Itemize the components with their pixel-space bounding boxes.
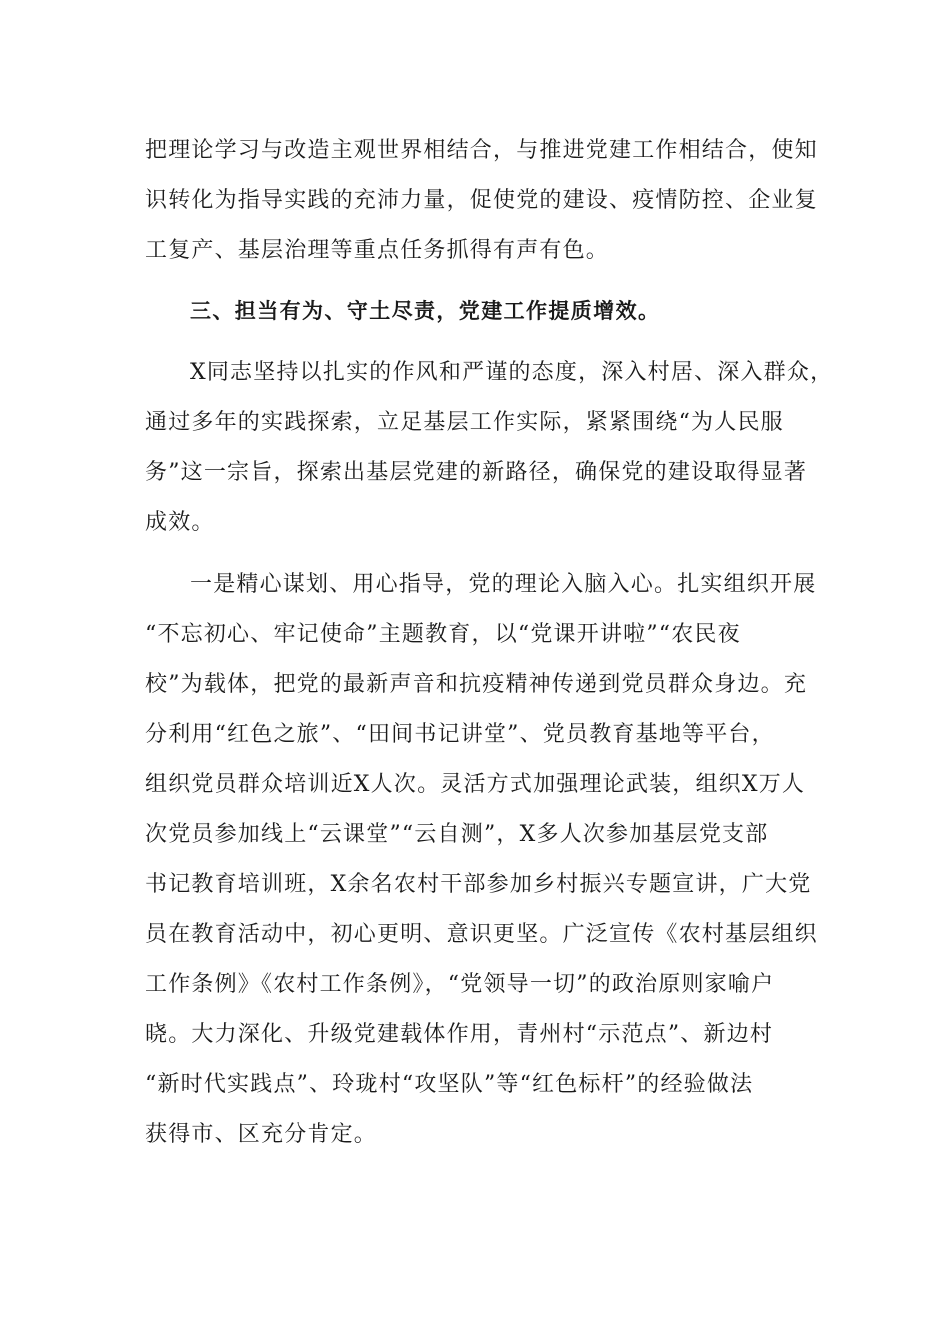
paragraph-line: 把理论学习与改造主观世界相结合，与推进党建工作相结合，使知 xyxy=(145,138,818,163)
paragraph-line: 工复产、基层治理等重点任务抓得有声有色。 xyxy=(145,238,610,263)
paragraph-line: 一是精心谋划、用心指导，党的理论入脑入心。扎实组织开展 xyxy=(190,572,817,597)
paragraph-line: 工作条例》《农村工作条例》，“党领导一切”的政治原则家喻户 xyxy=(145,972,775,997)
paragraph-line: 成效。 xyxy=(145,510,215,535)
paragraph-line: X同志坚持以扎实的作风和严谨的态度，深入村居、深入群众， xyxy=(190,360,834,385)
section-heading: 三、担当有为、守土尽责，党建工作提质增效。 xyxy=(190,299,661,323)
paragraph-line: 员在教育活动中，初心更明、意识更坚。广泛宣传《农村基层组织 xyxy=(145,922,818,947)
paragraph-line: 书记教育培训班，X余名农村干部参加乡村振兴专题宣讲，广大党 xyxy=(145,872,812,897)
paragraph-line: 务”这一宗旨，探索出基层党建的新路径，确保党的建设取得显著 xyxy=(145,460,808,485)
paragraph-line: 晓。大力深化、升级党建载体作用，青州村“示范点”、新边村 xyxy=(145,1022,774,1047)
paragraph-line: “不忘初心、牢记使命”主题教育，以“党课开讲啦”“农民夜 xyxy=(145,622,741,647)
paragraph-line: 获得市、区充分肯定。 xyxy=(145,1122,378,1147)
paragraph-line: 分利用“红色之旅”、“田间书记讲堂”、党员教育基地等平台， xyxy=(145,722,775,747)
paragraph-line: 识转化为指导实践的充沛力量，促使党的建设、疫情防控、企业复 xyxy=(145,188,818,213)
paragraph-line: “新时代实践点”、玲珑村“攻坚队”等“红色标杆”的经验做法 xyxy=(145,1072,754,1097)
paragraph-line: 校”为载体，把党的最新声音和抗疫精神传递到党员群众身边。充 xyxy=(145,672,808,697)
paragraph-line: 次党员参加线上“云课堂”“云自测”，X多人次参加基层党支部 xyxy=(145,822,769,847)
paragraph-line: 通过多年的实践探索，立足基层工作实际，紧紧围绕“为人民服 xyxy=(145,410,784,435)
paragraph-line: 组织党员群众培训近X人次。灵活方式加强理论武装，组织X万人 xyxy=(145,772,806,797)
